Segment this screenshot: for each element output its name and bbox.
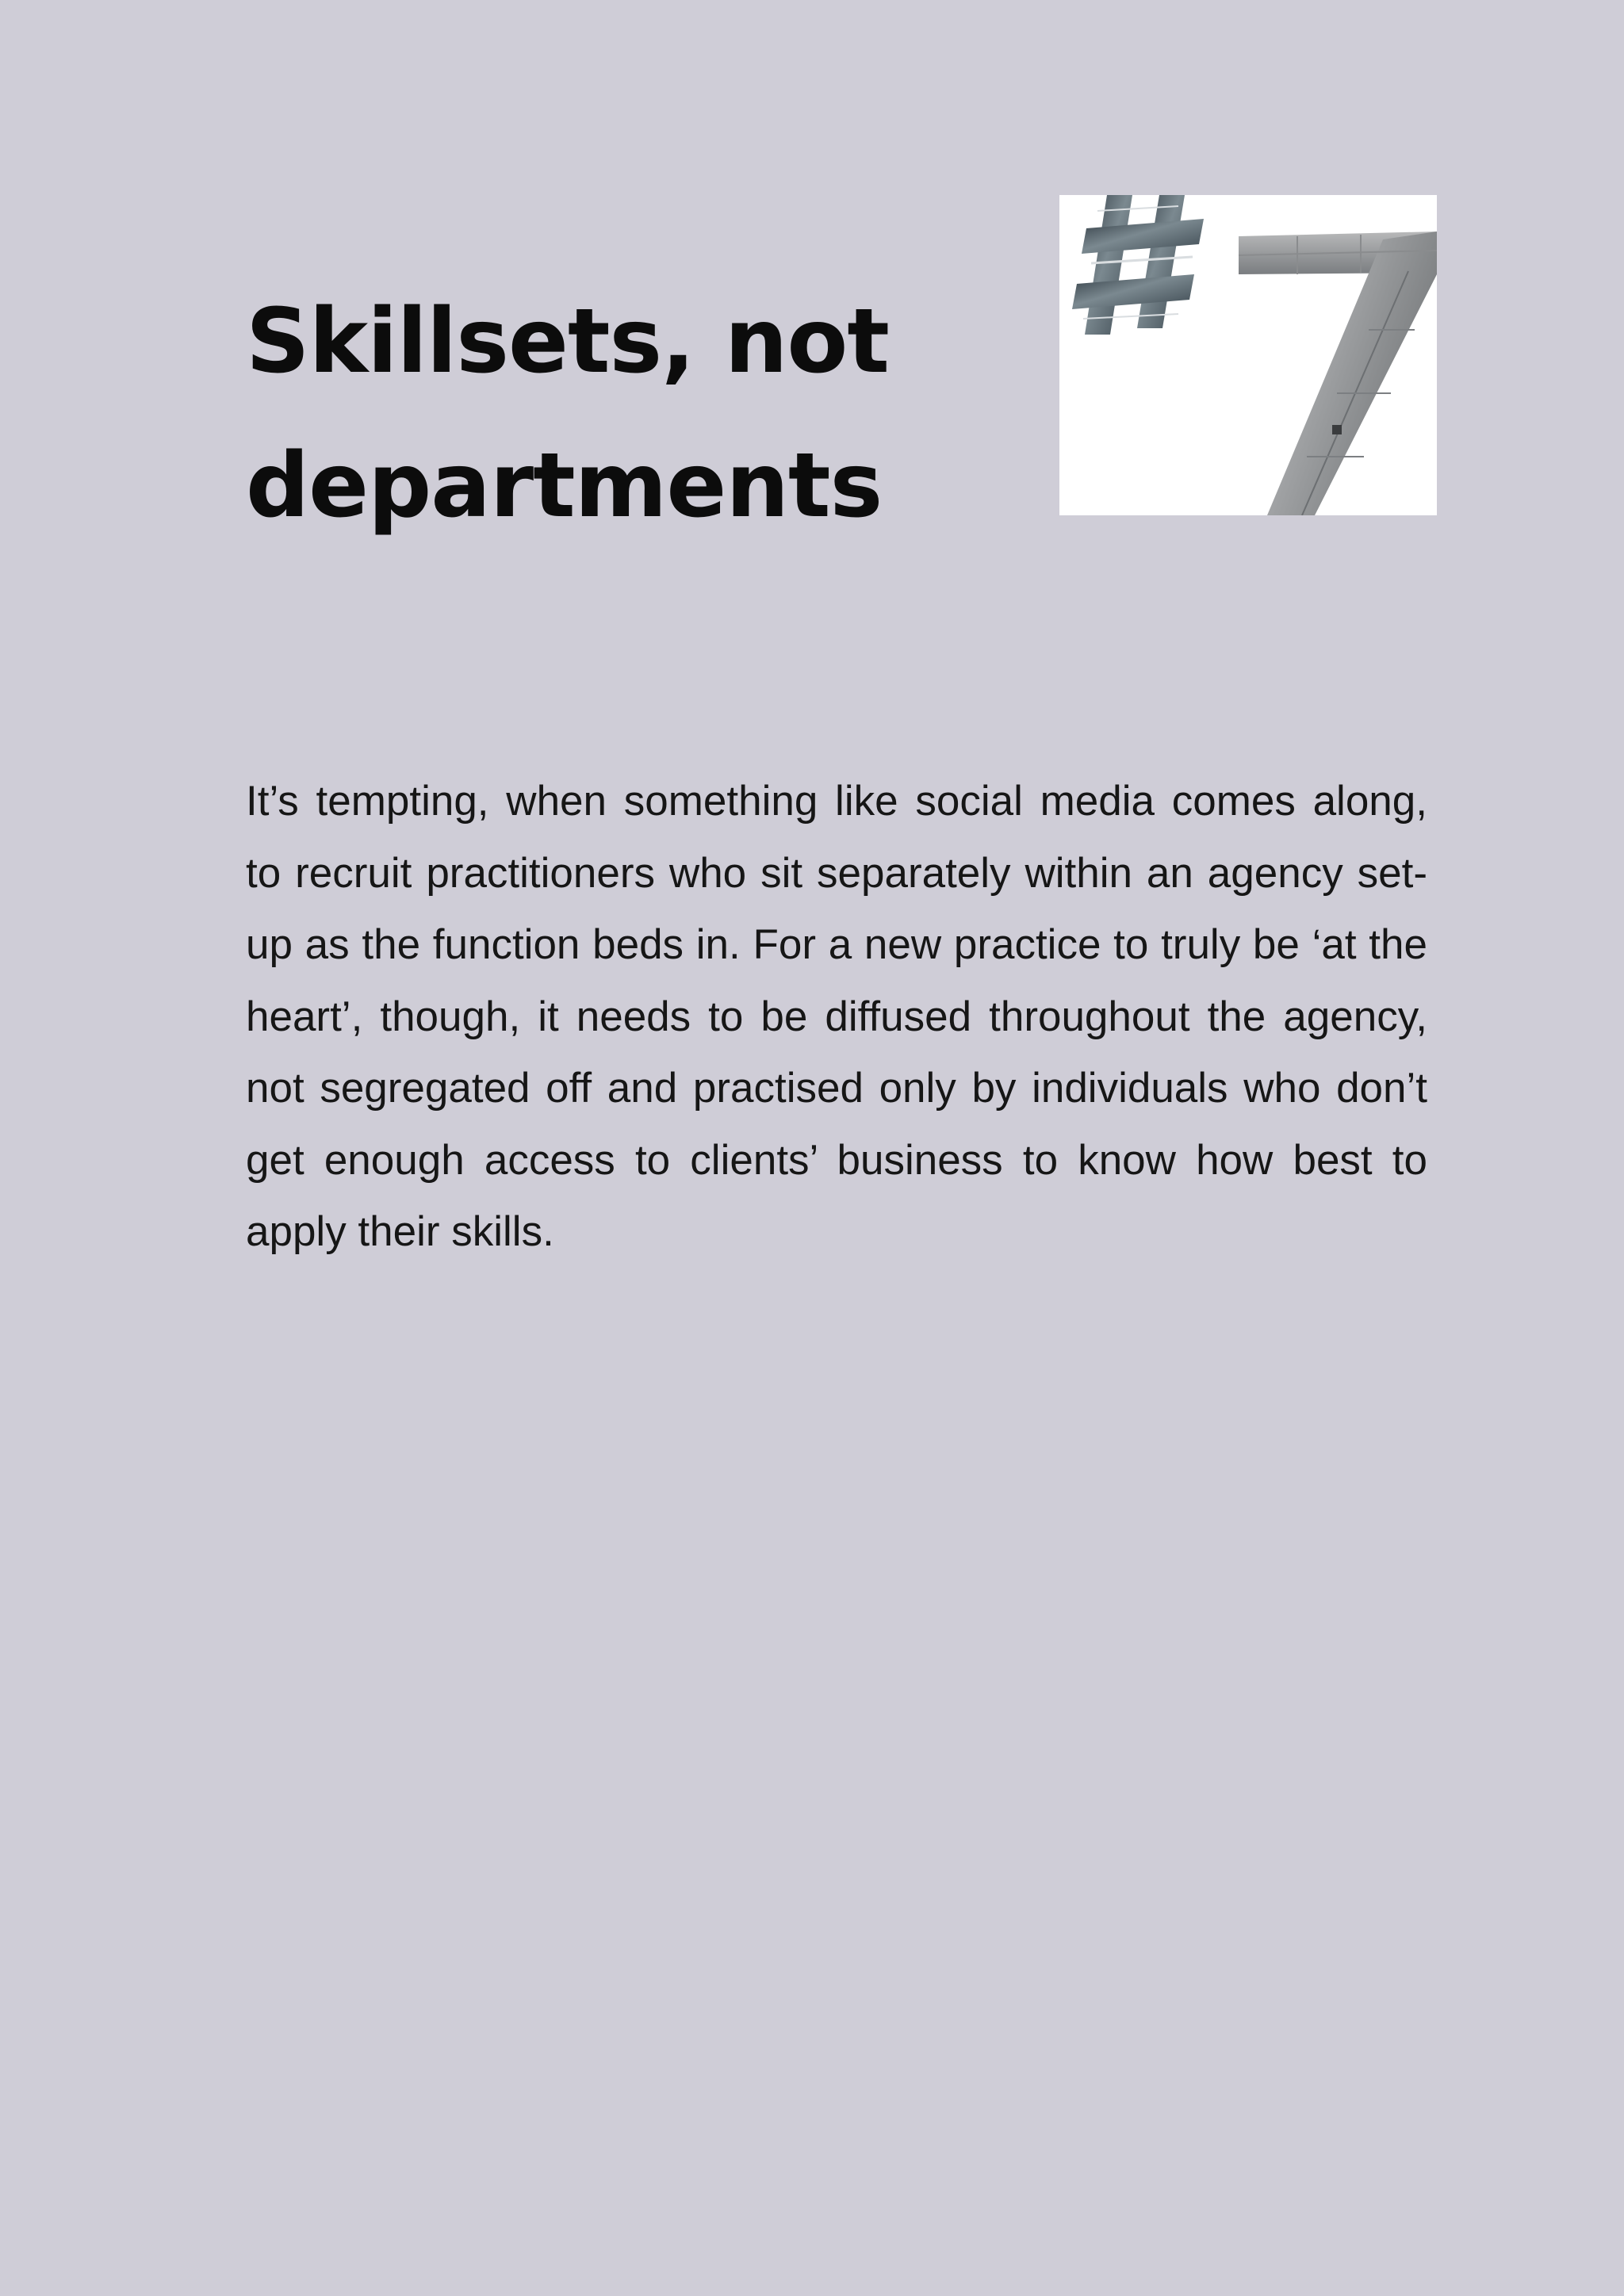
body-paragraph: It’s tempting, when something like social media comes along, to recruit practitioners who sit separately within an agency set-up as the function beds in. For a new practice to truly be ‘at the heart’, though, it needs to be diffused throughout the agency, not segregated off and practised only by individuals who don’t get enough access to clients’ business to know how best to apply their skills. bbox=[246, 778, 1427, 1255]
hash-seven-facade-icon bbox=[1059, 195, 1437, 515]
page-title-line-2: departments bbox=[246, 434, 883, 538]
page-title bbox=[246, 270, 959, 558]
page-title-line-1: Skillsets, not bbox=[246, 290, 889, 393]
